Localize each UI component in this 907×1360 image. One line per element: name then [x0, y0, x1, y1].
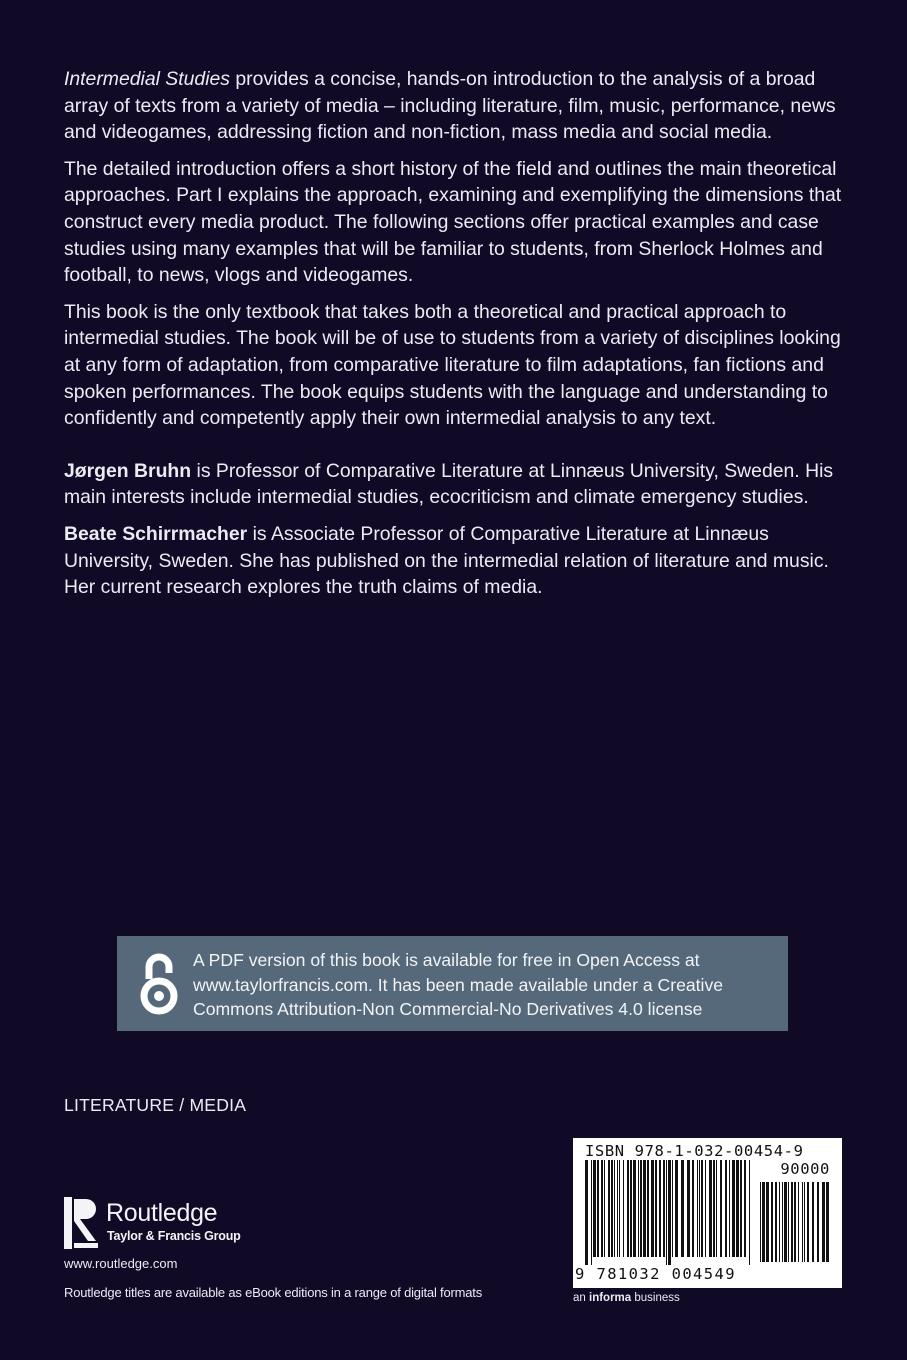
barcode-stripe	[817, 1182, 819, 1262]
barcode-stripe	[611, 1160, 613, 1257]
barcode-stripe	[630, 1160, 632, 1257]
barcode-bars	[583, 1160, 753, 1265]
barcode-stripe	[687, 1160, 690, 1257]
barcode-stripe	[812, 1182, 814, 1262]
open-access-notice	[117, 936, 788, 1031]
publisher-name: Routledge	[106, 1199, 218, 1227]
barcode-stripe	[807, 1182, 809, 1262]
book-title-italic: Intermedial Studies	[64, 68, 230, 90]
ebook-note: Routledge titles are available as eBook editions in a range of digital formats	[64, 1285, 482, 1300]
barcode-stripe	[614, 1160, 615, 1257]
barcode-stripe	[619, 1160, 620, 1257]
barcode-stripe	[651, 1160, 654, 1257]
author-bio-1	[64, 458, 854, 511]
barcode-stripe	[604, 1160, 605, 1257]
barcode-stripe	[716, 1160, 717, 1257]
barcode-stripe	[794, 1182, 796, 1262]
barcode-stripe	[822, 1182, 825, 1262]
barcode-stripe	[720, 1160, 722, 1257]
barcode-stripe	[681, 1160, 684, 1257]
barcode-stripe	[668, 1160, 671, 1265]
barcode-stripe	[766, 1182, 769, 1262]
barcode-stripe	[804, 1182, 805, 1262]
barcode-stripe	[709, 1160, 712, 1257]
open-access-icon	[127, 949, 191, 1017]
barcode-stripe	[663, 1160, 665, 1257]
publisher-group: Taylor & Francis Group	[107, 1229, 241, 1243]
author-name-2: Beate Schirrmacher	[64, 522, 248, 545]
ean-digits: 9 781032 004549	[575, 1265, 736, 1283]
informa-prefix: an	[573, 1292, 589, 1304]
barcode-stripe	[705, 1160, 706, 1257]
barcode-stripe	[760, 1182, 761, 1262]
blurb-paragraph-2: The detailed introduction offers a short history of the field and outlines the main theoretical approaches. Part I explains the approach, examining and exemplifying the dimensions that construct every media product. The following sections offer practical examples and case studies using many examples that will be familiar to students, from Sherlock Holmes and football, to news, vlogs and videogames.	[64, 157, 842, 287]
publisher-website: www.routledge.com	[64, 1256, 178, 1271]
author-bio-2-text: is Associate Professor of Comparative Literature at Linnæus University, Sweden. She has published on the intermedial relation of literature and music. Her current research explores the truth claims of media.	[64, 522, 829, 599]
barcode-stripe	[692, 1160, 694, 1257]
barcode-stripe	[788, 1182, 789, 1262]
barcode-stripe	[713, 1160, 715, 1257]
routledge-r-icon	[64, 1197, 100, 1249]
barcode-stripe	[633, 1160, 636, 1257]
barcode-stripe	[638, 1160, 639, 1257]
back-cover-blurb	[64, 66, 854, 611]
barcode-stripe	[699, 1160, 700, 1257]
informa-suffix: business	[631, 1292, 680, 1304]
barcode-stripe	[732, 1160, 735, 1257]
informa-business	[573, 1292, 680, 1304]
barcode-stripe	[597, 1160, 599, 1257]
author-name-1: Jørgen Bruhn	[64, 459, 192, 482]
barcode-stripe	[643, 1160, 646, 1257]
barcode-stripe	[640, 1160, 642, 1257]
barcode-stripe	[784, 1182, 787, 1262]
barcode-stripe	[608, 1160, 610, 1257]
barcode-stripe	[672, 1160, 673, 1257]
barcode-stripe	[736, 1160, 739, 1257]
barcode-stripe	[701, 1160, 703, 1257]
barcode-stripe	[729, 1160, 730, 1257]
blurb-paragraph-3: This book is the only textbook that takes both a theoretical and practical approach to intermedial studies. The book will be of use to students from a variety of disciplines looking at any form of adaptation, from comparative literature to film adaptations, fan fictions and spoken performances. The book equips students with the language and understanding to confidently and competently apply their own intermedial analysis to any text.	[64, 300, 841, 430]
barcode-stripe	[601, 1160, 603, 1257]
barcode-stripe	[659, 1160, 661, 1257]
barcode-stripe	[744, 1160, 746, 1257]
barcode-stripe	[782, 1182, 783, 1262]
barcode-stripe	[617, 1160, 618, 1257]
barcode-stripe	[802, 1182, 803, 1262]
price-code: 90000	[780, 1160, 830, 1178]
barcode-stripe	[762, 1182, 765, 1262]
barcode-stripe	[775, 1182, 777, 1262]
open-access-text: A PDF version of this book is available for free in Open Access at www.taylorfrancis.com. It has been made available under a Creative Commons Attribution-Non Commercial-No Derivatives 4.0 license	[193, 950, 724, 1020]
barcode-stripe	[749, 1160, 750, 1265]
barcode-stripe	[655, 1160, 657, 1257]
barcode-stripe	[791, 1182, 793, 1262]
barcode-stripe	[798, 1182, 799, 1262]
barcode-stripe	[623, 1160, 624, 1257]
barcode-stripe	[826, 1182, 829, 1262]
barcode-stripe	[666, 1160, 667, 1265]
author-bio-2	[64, 521, 854, 601]
barcode-stripe	[740, 1160, 742, 1257]
barcode-stripe	[697, 1160, 698, 1257]
barcode-stripe	[591, 1160, 592, 1265]
blurb-paragraph-1	[64, 66, 854, 146]
barcode-stripe	[771, 1182, 773, 1262]
addon-barcode-bars	[758, 1182, 832, 1262]
barcode-stripe	[675, 1160, 678, 1257]
author-bio-1-text: is Professor of Comparative Literature at Linnæus University, Sweden. His main interests include intermedial studies, ecocriticism and climate emergency studies.	[64, 459, 834, 509]
subject-category: LITERATURE / MEDIA	[64, 1095, 247, 1115]
publisher-logo	[64, 1197, 264, 1249]
spacer	[64, 442, 854, 458]
barcode-stripe	[593, 1160, 596, 1257]
barcode-stripe	[585, 1160, 588, 1265]
isbn-label: ISBN 978-1-032-00454-9	[585, 1142, 804, 1160]
isbn-barcode	[573, 1138, 842, 1288]
barcode-stripe	[725, 1160, 727, 1257]
blurb-paragraph-1-text: provides a concise, hands-on introduction to the analysis of a broad array of texts from a variety of media – including literature, film, music, performance, news and videogames, addressing fiction and non-fiction, mass media and social media.	[64, 68, 836, 144]
informa-bold: informa	[589, 1292, 632, 1304]
barcode-stripe	[627, 1160, 629, 1257]
barcode-stripe	[647, 1160, 649, 1257]
barcode-stripe	[779, 1182, 780, 1262]
